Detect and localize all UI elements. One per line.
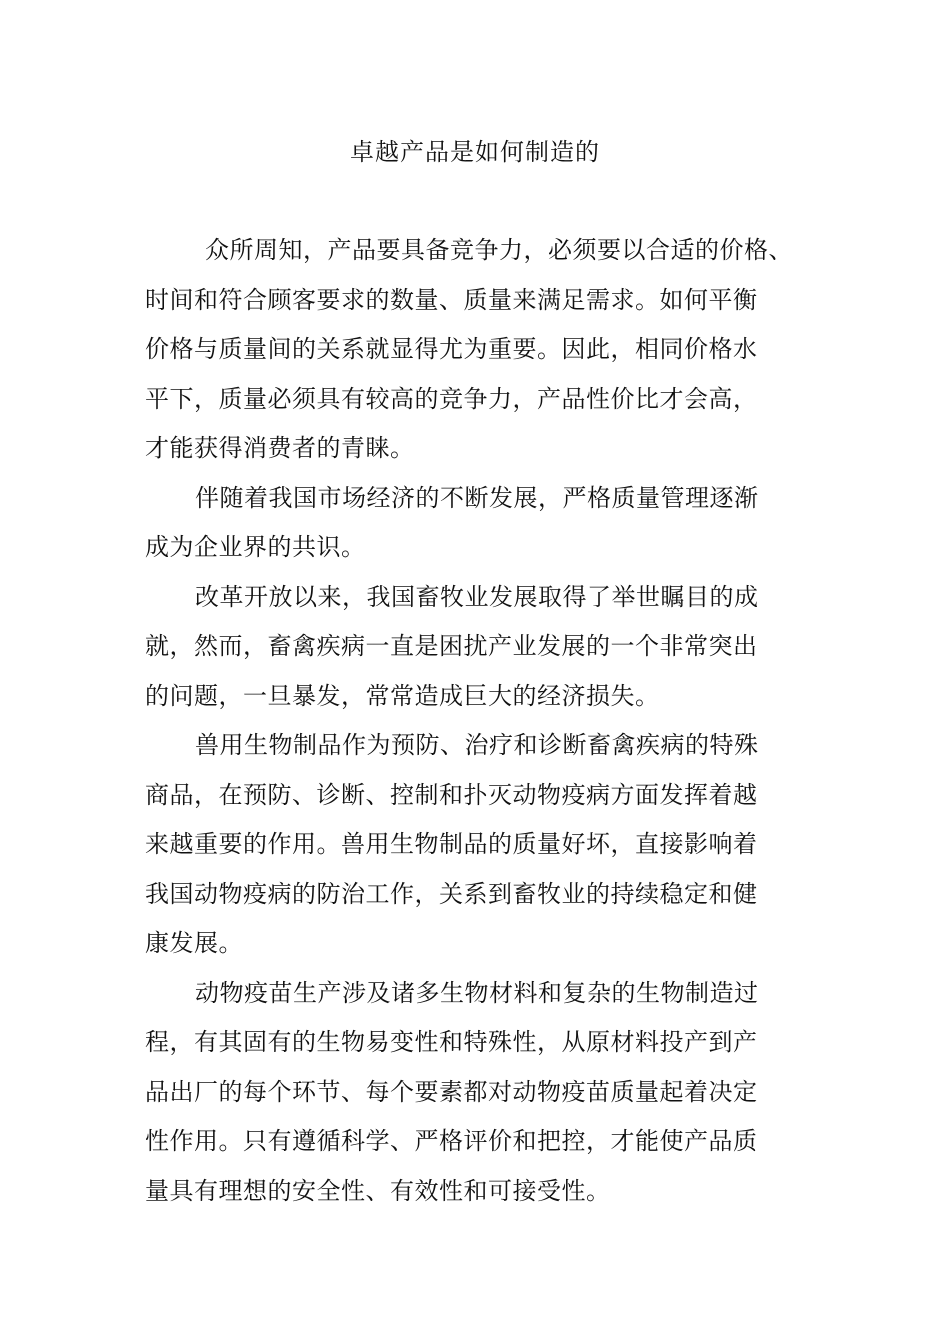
paragraph-2-line-2: 成为企业界的共识。 — [145, 533, 366, 561]
paragraph-4-line-5: 康发展。 — [145, 929, 243, 957]
paragraph-1-line-4: 平下，质量必须具有较高的竞争力，产品性价比才会高， — [145, 384, 758, 413]
paragraph-5-line-2: 程，有其固有的生物易变性和特殊性，从原材料投产到产 — [145, 1028, 758, 1056]
paragraph-2-line-1: 伴随着我国市场经济的不断发展，严格质量管理逐渐 — [195, 483, 759, 512]
document-body — [145, 226, 825, 1216]
paragraph-1-line-5: 才能获得消费者的青睐。 — [145, 434, 415, 462]
document-title: 卓越产品是如何制造的 — [350, 138, 600, 166]
paragraph-5-line-3: 品出厂的每个环节、每个要素都对动物疫苗质量起着决定 — [145, 1077, 758, 1106]
paragraph-1-line-2: 时间和符合顾客要求的数量、质量来满足需求。如何平衡 — [145, 285, 758, 314]
paragraph-4-line-3: 来越重要的作用。兽用生物制品的质量好坏，直接影响着 — [145, 830, 758, 858]
paragraph-5-line-5: 量具有理想的安全性、有效性和可接受性。 — [145, 1176, 611, 1205]
paragraph-4-line-2: 商品，在预防、诊断、控制和扑灭动物疫病方面发挥着越 — [145, 780, 758, 809]
paragraph-1-line-3: 价格与质量间的关系就显得尤为重要。因此，相同价格水 — [145, 335, 758, 363]
paragraph-5-line-1: 动物疫苗生产涉及诸多生物材料和复杂的生物制造过 — [195, 978, 759, 1007]
paragraph-1-line-1: 众所周知，产品要具备竞争力，必须要以合适的价格、 — [205, 236, 793, 264]
paragraph-4-line-1: 兽用生物制品作为预防、治疗和诊断畜禽疾病的特殊 — [195, 731, 759, 759]
paragraph-3-line-3: 的问题，一旦暴发，常常造成巨大的经济损失。 — [145, 681, 660, 710]
paragraph-4-line-4: 我国动物疫病的防治工作，关系到畜牧业的持续稳定和健 — [145, 879, 758, 908]
paragraph-3-line-2: 就，然而，畜禽疾病一直是困扰产业发展的一个非常突出 — [145, 632, 758, 660]
paragraph-5-line-4: 性作用。只有遵循科学、严格评价和把控，才能使产品质 — [145, 1127, 758, 1155]
paragraph-3-line-1: 改革开放以来，我国畜牧业发展取得了举世瞩目的成 — [195, 582, 759, 611]
